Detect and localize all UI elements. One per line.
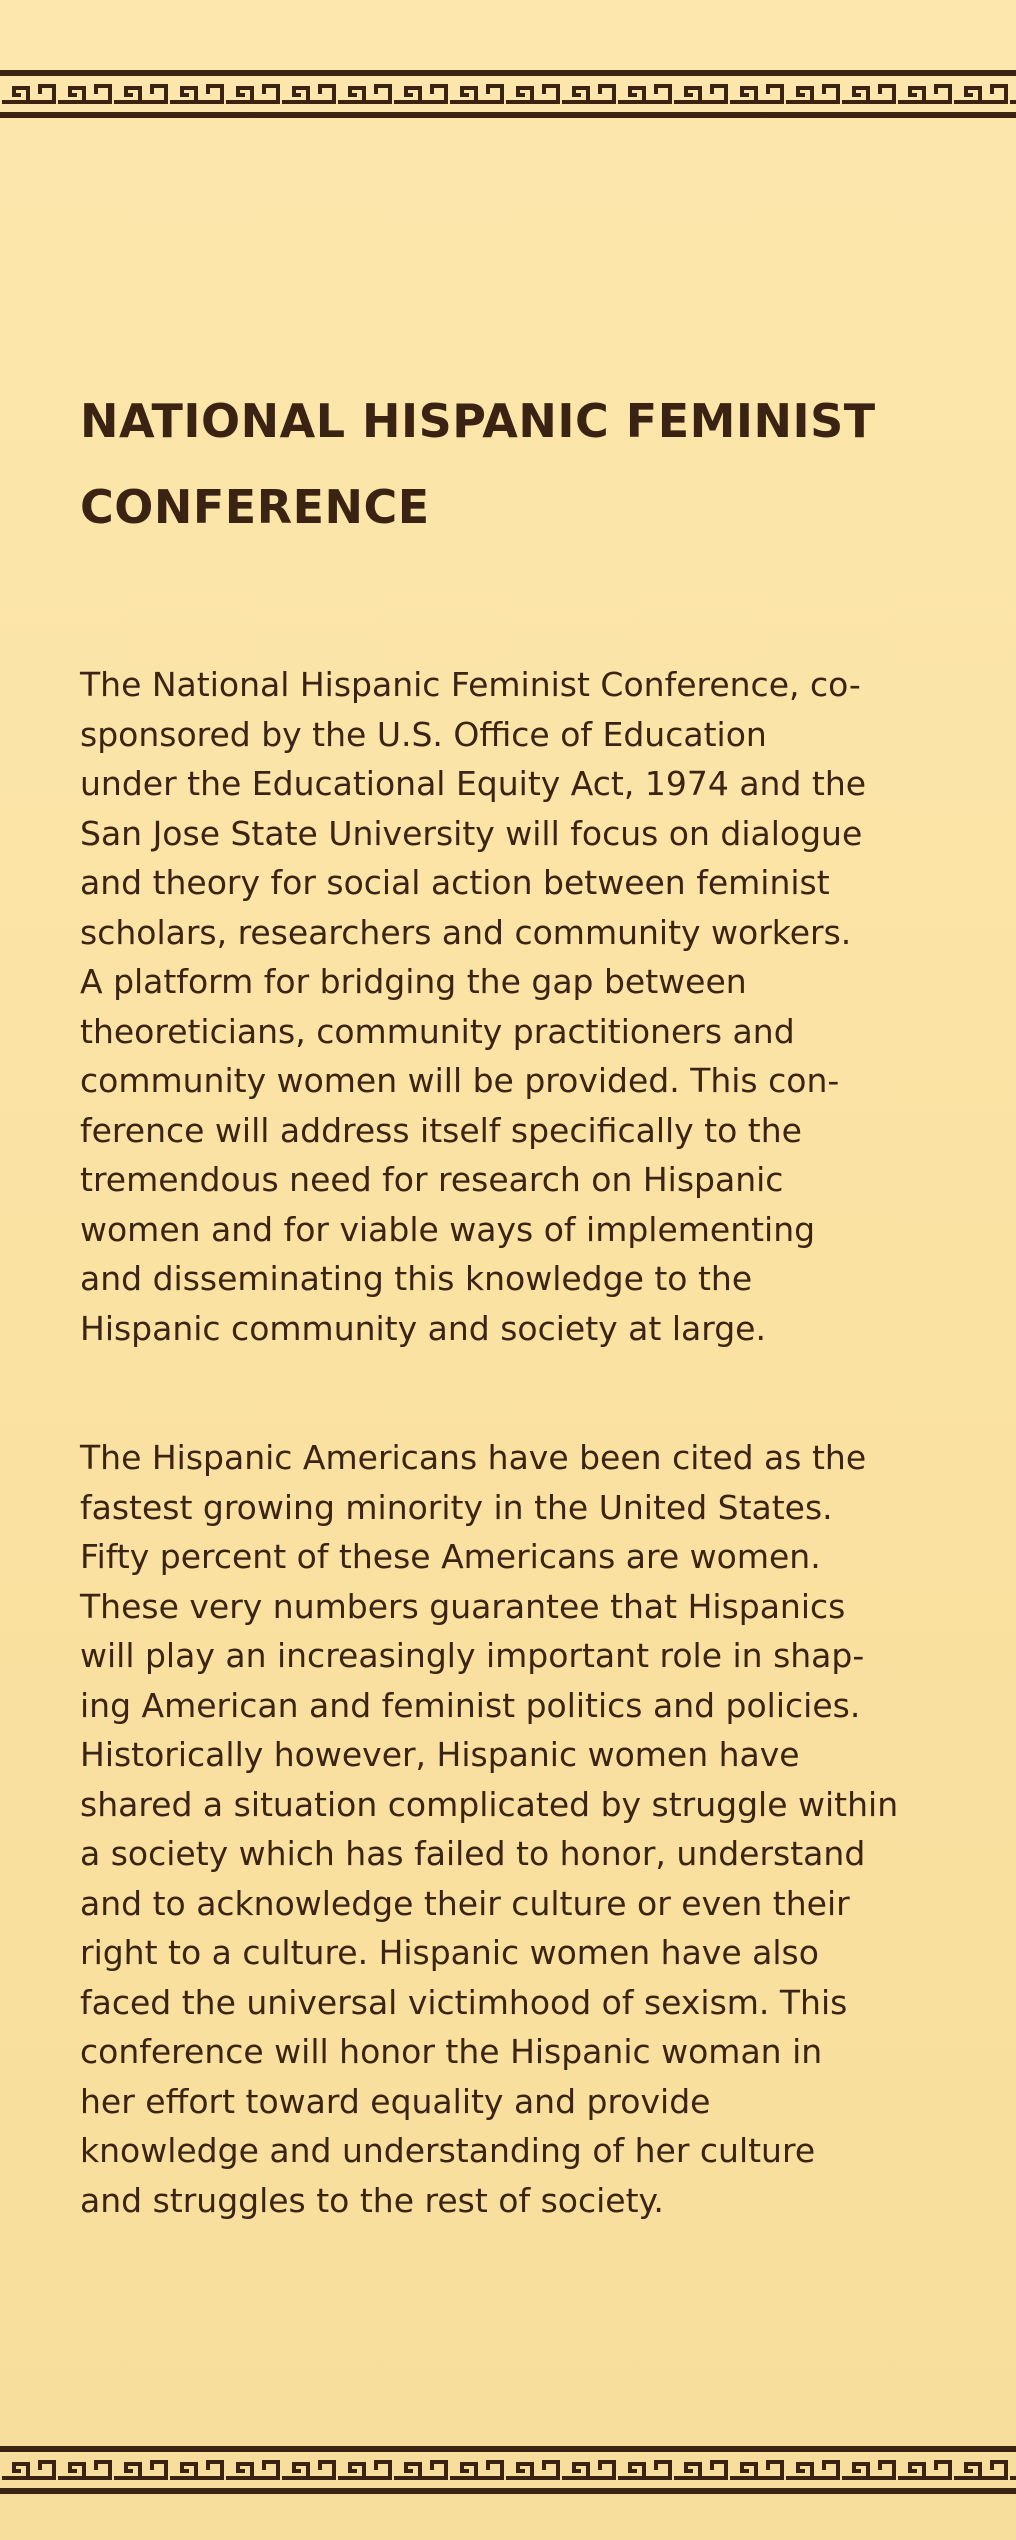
paragraph-line: will play an increasingly important role in shap-: [80, 1636, 865, 1675]
greek-key-border-icon: [0, 68, 1016, 120]
paragraph-line: under the Educational Equity Act, 1974 and the: [80, 764, 867, 803]
paragraph-line: and to acknowledge their culture or even their: [80, 1883, 850, 1923]
paragraph-line: and theory for social action between feminist: [80, 863, 830, 902]
paragraph-line: and disseminating this knowledge to the: [80, 1259, 753, 1298]
paragraph-line: ing American and feminist politics and policies.: [80, 1685, 861, 1725]
paragraph-line: fastest growing minority in the United States.: [80, 1487, 833, 1527]
paragraph-line: Historically however, Hispanic women have: [80, 1735, 800, 1774]
paragraph-line: Fifty percent of these Americans are women.: [80, 1537, 821, 1576]
paragraph-line: ference will address itself specifically to the: [80, 1110, 802, 1150]
paragraph-line: The Hispanic Americans have been cited as the: [80, 1438, 867, 1477]
paragraph-line: her effort toward equality and provide: [80, 2081, 711, 2121]
paragraph-line: San Jose State University will focus on dialogue: [80, 813, 863, 853]
paragraph-line: A platform for bridging the gap between: [80, 962, 747, 1001]
conference-title: [80, 378, 940, 550]
paragraph-line: community women will be provided. This con-: [80, 1061, 840, 1100]
paragraph-line: shared a situation complicated by struggle within: [80, 1784, 899, 1824]
paragraph-line: sponsored by the U.S. Office of Education: [80, 714, 767, 754]
paragraph-line: Hispanic community and society at large.: [80, 1308, 766, 1348]
greek-key-border-icon: [0, 2444, 1016, 2496]
paragraph-line: right to a culture. Hispanic women have also: [80, 1933, 819, 1972]
paragraph-line: and struggles to the rest of society.: [80, 2180, 664, 2220]
paragraph-line: theoreticians, community practitioners and: [80, 1011, 795, 1051]
paragraph-line: knowledge and understanding of her culture: [80, 2131, 816, 2170]
paragraph-line: conference will honor the Hispanic woman in: [80, 2032, 823, 2071]
hispanic-americans-paragraph: [80, 1433, 960, 2225]
paragraph-line: These very numbers guarantee that Hispanics: [80, 1586, 846, 1626]
paragraph-line: tremendous need for research on Hispanic: [80, 1160, 784, 1199]
paragraph-line: faced the universal victimhood of sexism. This: [80, 1982, 848, 2022]
paragraph-line: a society which has failed to honor, understand: [80, 1834, 866, 1873]
top-greek-key-border: [0, 68, 1016, 120]
paragraph-line: scholars, researchers and community workers.: [80, 912, 852, 952]
paragraph-line: The National Hispanic Feminist Conference, co-: [80, 665, 861, 704]
intro-paragraph: [80, 660, 960, 1353]
title-line: NATIONAL HISPANIC FEMINIST: [80, 394, 876, 448]
bottom-greek-key-border: [0, 2444, 1016, 2496]
paragraph-line: women and for viable ways of implementing: [80, 1209, 816, 1249]
title-line: CONFERENCE: [80, 480, 430, 534]
